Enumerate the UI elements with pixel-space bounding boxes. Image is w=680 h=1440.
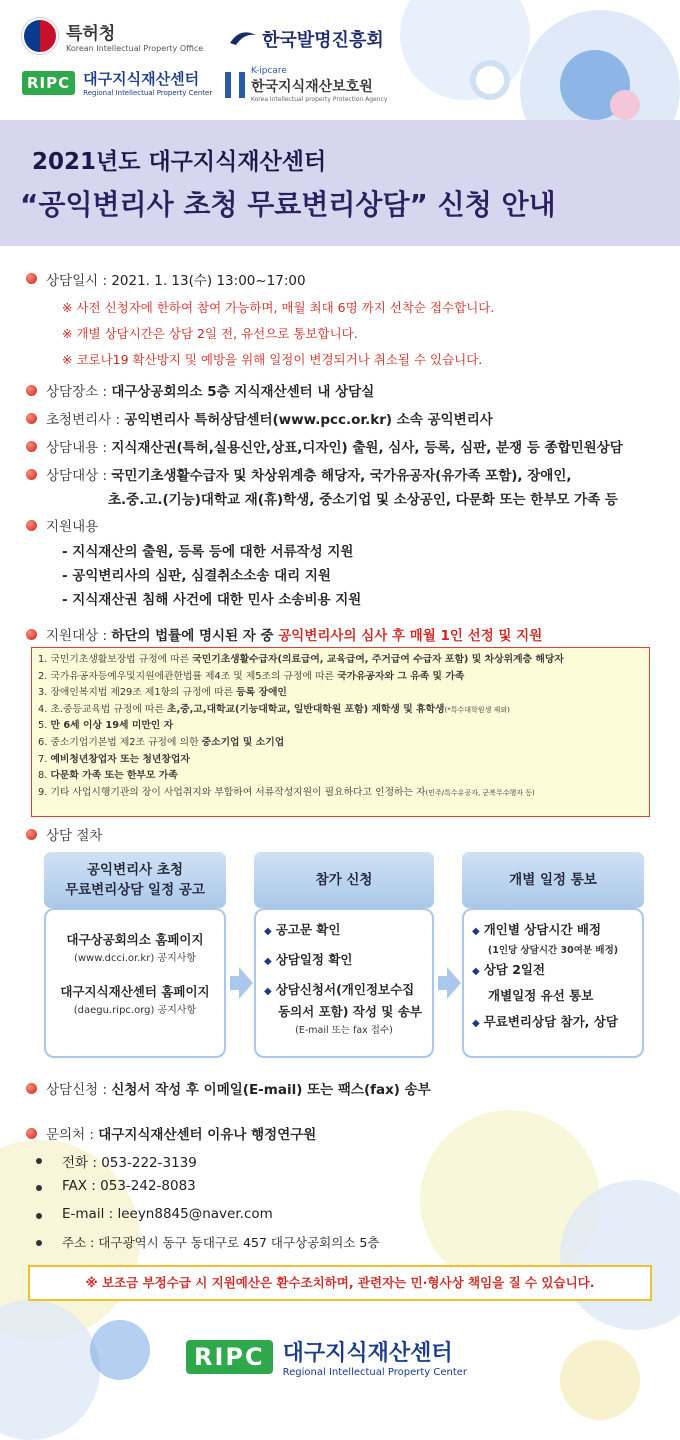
eligibility-item-text: 9. 기타 사업시행기관의 장이 사업취지와 부합하여 서류작성지원이 필요하다고 인정하는 자: [38, 786, 426, 798]
contact-label: 문의처 :: [46, 1127, 94, 1143]
eligibility-item-text: 6. 중소기업기본법 제2조 규정에 의한: [38, 736, 202, 748]
step2-item: [264, 920, 424, 942]
place-label: 상담장소 :: [46, 384, 108, 400]
arrow-right-icon: [239, 967, 253, 999]
ripc-logo: [22, 68, 212, 97]
footer-ripc-mark: [186, 1340, 273, 1374]
target-label: 상담대상 :: [46, 468, 108, 484]
kipa-swoosh-icon: [228, 29, 258, 49]
kipcare-en: Korea Intellectual property Protection Agency: [251, 96, 388, 103]
eligibility-item: [38, 669, 649, 686]
eligibility-item-text: 2. 국가유공자등예우및지원에관한법률 제4조 및 제5조의 규정에 따른: [38, 670, 338, 682]
step1-header-line1: 공익변리사 초청: [87, 862, 183, 878]
eligibility-lead: 하단의 법률에 명시된 자 중: [111, 628, 279, 644]
kipcare-mark-icon: [225, 72, 245, 98]
contact-email[interactable]: E-mail : leeyn8845@naver.com: [62, 1206, 273, 1222]
step2-item-text: 상담신청서(개인정보수집: [275, 982, 415, 997]
bullet-icon: [26, 385, 37, 396]
apply-value: 신청서 작성 후 이메일(E-mail) 또는 팩스(fax) 송부: [111, 1082, 431, 1098]
logo-area: [0, 0, 680, 120]
page-title-line2: “공익변리사 초청 무료변리상담” 신청 안내: [20, 188, 556, 221]
diamond-icon: ◆: [264, 926, 272, 937]
eligibility-item: [38, 718, 649, 735]
bullet-icon: [26, 629, 37, 640]
procedure-step1-body: [44, 908, 226, 1058]
procedure-step3-header: [462, 852, 644, 908]
step3-item-text: 개인별 상담시간 배정: [483, 922, 602, 937]
step2-sub: (E-mail 또는 fax 접수): [295, 1025, 393, 1036]
target-line1: 국민기초생활수급자 및 차상위계층 해당자, 국가유공자(유가족 포함), 장애인,: [111, 468, 572, 484]
support-label: 지원내용: [46, 519, 99, 535]
support-item: - 지식재산의 출원, 등록 등에 대한 서류작성 지원: [62, 544, 354, 560]
kipa-name: 한국발명진흥회: [262, 30, 384, 51]
eligibility-label: 지원대상 :: [46, 628, 108, 644]
bullet-icon: [26, 829, 37, 840]
content-label: 상담내용 :: [46, 440, 108, 456]
eligibility-item: [38, 768, 649, 785]
diamond-icon: ◆: [264, 986, 272, 997]
step2-item-cont: 동의서 포함) 작성 및 송부: [278, 1004, 422, 1019]
target-row: [46, 464, 572, 484]
kipcare-tag: K-ipcare: [251, 66, 287, 76]
place-row: [46, 380, 374, 400]
step2-item: [264, 980, 424, 1002]
apply-label: 상담신청 :: [46, 1082, 108, 1098]
diamond-icon: ◆: [472, 926, 480, 937]
step3-item-text: 상담 2일전: [483, 962, 546, 977]
contact-address: 주소 : 대구광역시 동구 동대구로 457 대구상공회의소 5층: [62, 1235, 380, 1250]
kipo-logo: [22, 18, 203, 54]
contact-phone: 전화 : 053-222-3139: [62, 1155, 197, 1171]
eligibility-box: [31, 647, 650, 817]
eligibility-item-note: (*특수대학원생 제외): [444, 705, 510, 714]
procedure-step1-header: [44, 852, 226, 908]
dot-icon: [36, 1185, 42, 1191]
footer-ripc-mark-text: RIPC: [194, 1343, 265, 1371]
eligibility-item: [38, 752, 649, 769]
attorney-value: 공익변리사 특허상담센터(www.pcc.or.kr) 소속 공익변리사: [124, 412, 493, 428]
decor-bubble: [560, 1340, 640, 1420]
dot-icon: [36, 1213, 42, 1219]
eligibility-item: [38, 702, 649, 719]
schedule-label: 상담일시 :: [46, 273, 108, 289]
step1-site1-sub: (www.dcci.or.kr) 공지사항: [73, 953, 197, 964]
step3-item1-sub: (1인당 상담시간 30여분 배정): [487, 945, 619, 956]
step3-item-cont: 개별일정 유선 통보: [488, 988, 594, 1003]
eligibility-item-bold: 국민기초생활수급자(의료급여, 교육급여, 주거급여 수급자 포함) 및 차상위계층 해당자: [192, 654, 564, 665]
eligibility-item-text: 4. 초.중등교육법 규정에 따른: [38, 703, 168, 715]
diamond-icon: ◆: [472, 966, 480, 977]
step3-item: [472, 1012, 634, 1034]
kipcare-logo: [225, 66, 387, 103]
warning-box: ※ 보조금 부정수급 시 지원예산은 환수조치하며, 관련자는 민·형사상 책임을 질 수 있습니다.: [28, 1265, 652, 1301]
eligibility-item-text: 5.: [38, 720, 51, 732]
step1-site2-sub: (daegu.ripc.org) 공지사항: [73, 1005, 197, 1016]
eligibility-item-bold: 국가유공자와 그 유족 및 가족: [337, 670, 465, 682]
eligibility-item-bold: 초,중,고,대학교(기능대학교, 일반대학원 포함) 재학생 및 휴학생: [167, 703, 445, 715]
contact-fax: FAX : 053-242-8083: [62, 1178, 196, 1194]
target-line2: 초.중.고.(기능)대학교 재(휴)학생, 중소기업 및 소상공인, 다문화 또는 한부모 가족 등: [108, 492, 618, 508]
kipo-name: 특허청: [66, 24, 116, 44]
schedule-note: ※ 개별 상담시간은 상담 2일 전, 유선으로 통보합니다.: [62, 326, 358, 341]
schedule-note: ※ 코로나19 확산방지 및 예방을 위해 일정이 변경되거나 취소될 수 있습니다.: [62, 352, 483, 367]
eligibility-row: [46, 624, 542, 644]
content-row: [46, 436, 623, 456]
eligibility-item-note: (민주/특수유공자, 군복무수행자 등): [425, 788, 535, 797]
diamond-icon: ◆: [472, 1018, 480, 1029]
eligibility-item: [38, 735, 649, 752]
apply-row: [46, 1078, 431, 1098]
procedure-step2-header: [254, 852, 434, 908]
eligibility-item-bold: 예비청년창업자 또는 청년창업자: [50, 753, 190, 765]
contact-row: [46, 1123, 316, 1143]
procedure-step2-body: [254, 908, 434, 1058]
step1-header-line2: 무료변리상담 일정 공고: [65, 882, 205, 898]
step2-item-text: 상담일정 확인: [275, 952, 353, 967]
ripc-name: 대구지식재산센터: [83, 70, 200, 88]
eligibility-item-text: 7.: [38, 753, 51, 765]
eligibility-item-text: 8.: [38, 770, 51, 782]
bullet-icon: [26, 520, 37, 531]
dot-icon: [36, 1158, 42, 1164]
support-item: - 지식재산권 침해 사건에 대한 민사 소송비용 지원: [62, 592, 362, 608]
page-title-line1: 2021년도 대구지식재산센터: [32, 149, 327, 175]
bullet-icon: [26, 469, 37, 480]
bullet-icon: [26, 273, 37, 284]
step1-site1: 대구상공회의소 홈페이지: [66, 932, 204, 947]
schedule-value: 2021. 1. 13(수) 13:00~17:00: [111, 273, 306, 289]
step3-item-text: 무료변리상담 참가, 상담: [483, 1014, 618, 1029]
eligibility-item-text: 1. 국민기초생활보장법 규정에 따른: [38, 654, 193, 665]
taegeuk-icon: [22, 18, 58, 54]
step1-site2: 대구지식재산센터 홈페이지: [60, 984, 210, 999]
schedule-note: ※ 사전 신청자에 한하여 참여 가능하며, 매월 최대 6명 까지 선착순 접수합니다.: [62, 300, 495, 315]
eligibility-item-bold: 다문화 가족 또는 한부모 가족: [50, 770, 178, 782]
bullet-icon: [26, 413, 37, 424]
step3-header-text: 개별 일정 통보: [509, 872, 597, 888]
step3-item: [472, 960, 634, 982]
footer-name: 대구지식재산센터: [282, 1341, 453, 1366]
step2-header-text: 참가 신청: [315, 872, 373, 888]
kipcare-name: 한국지식재산보호원: [251, 79, 373, 95]
step2-item-text: 공고문 확인: [275, 922, 341, 937]
bullet-icon: [26, 441, 37, 452]
kipa-logo: [228, 26, 384, 52]
eligibility-item-text: 3. 장애인복지법 제29조 제1항의 규정에 따른: [38, 687, 237, 699]
step2-item: [264, 950, 424, 972]
contact-value: 대구지식재산센터 이유나 행정연구원: [98, 1127, 317, 1143]
ripc-en: Regional Intellectual Property Center: [83, 89, 213, 97]
eligibility-lead-highlight: 공익변리사의 심사 후 매월 1인 선정 및 지원: [278, 628, 543, 644]
arrow-right-icon: [447, 967, 461, 999]
eligibility-item: [38, 785, 649, 802]
footer-logo: [186, 1336, 467, 1378]
procedure-step3-body: [462, 908, 644, 1058]
ripc-mark: [22, 71, 75, 95]
bullet-icon: [26, 1128, 37, 1139]
eligibility-item-bold: 만 6세 이상 19세 미만인 자: [50, 720, 174, 732]
attorney-label: 초청변리사 :: [46, 412, 121, 428]
eligibility-item: [38, 652, 649, 669]
footer-en: Regional Intellectual Property Center: [282, 1367, 468, 1378]
schedule-row: [46, 269, 306, 289]
attorney-row: [46, 408, 493, 428]
step3-item: [472, 920, 634, 942]
place-value: 대구상공회의소 5층 지식재산센터 내 상담실: [111, 384, 375, 400]
procedure-label: 상담 절차: [46, 828, 103, 844]
eligibility-item-bold: 중소기업 및 소기업: [201, 736, 285, 748]
decor-bubble: [90, 1320, 150, 1380]
support-item: - 공익변리사의 심판, 심결취소소송 대리 지원: [62, 568, 331, 584]
diamond-icon: ◆: [264, 956, 272, 967]
kipo-en: Korean Intellectual Property Office: [66, 44, 204, 53]
bullet-icon: [26, 1083, 37, 1094]
ripc-mark-text: RIPC: [27, 73, 71, 92]
dot-icon: [36, 1240, 42, 1246]
content-value: 지식재산권(특허,실용신안,상표,디자인) 출원, 심사, 등록, 심판, 분쟁 등 종합민원상담: [111, 440, 623, 456]
eligibility-item: [38, 685, 649, 702]
eligibility-item-bold: 등록 장애인: [236, 687, 287, 699]
